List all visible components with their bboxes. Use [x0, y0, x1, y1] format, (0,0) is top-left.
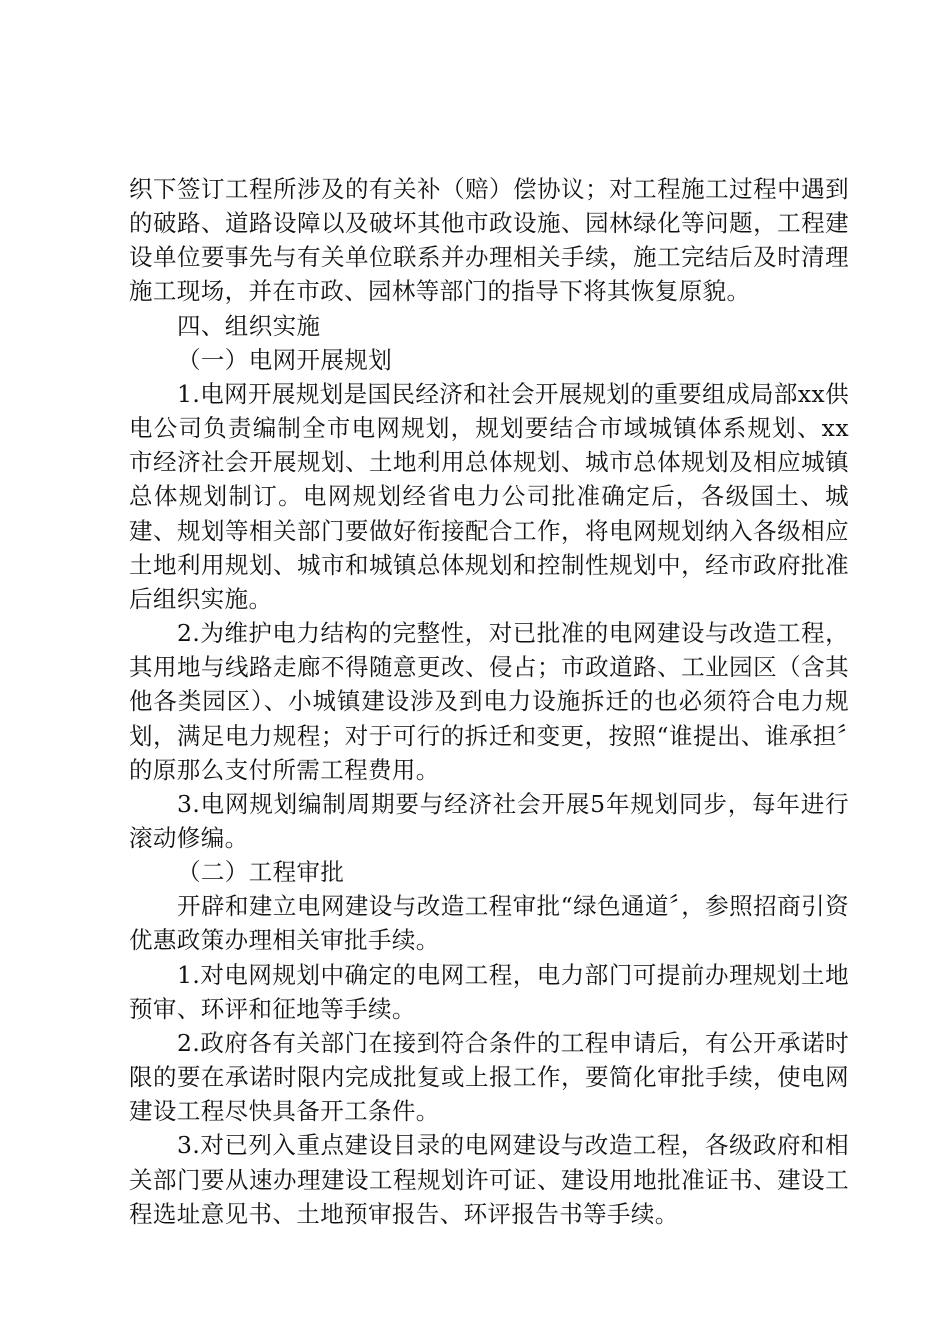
subsection-heading-approval: （二）工程审批 [177, 858, 345, 887]
section-heading-organization: 四、组织实施 [177, 311, 321, 340]
paragraph-green-channel: 开辟和建立电网建设与改造工程审批“绿色通道〞，参照招商引资优惠政策办理相关审批手续。 [129, 892, 849, 955]
paragraph-item-1-planning: 1.电网开展规划是国民经济和社会开展规划的重要组成局部xx供电公司负责编制全市电网规划，规划要结合市域城镇体系规划、xx市经济社会开展规划、土地利用总体规划、城市总体规划及相应城镇总体规划制订。电网规划经省电力公司批准确定后，各级国土、城建、规划等相关部门要做好衔接配合工作，将电网规划纳入各级相应土地利用规划、城市和城镇总体规划和控制性规划中，经市政府批准后组织实施。 [129, 379, 849, 613]
paragraph-approval-item-3: 3.对已列入重点建设目录的电网建设与改造工程，各级政府和相关部门要从速办理建设工程规划许可证、建设用地批准证书、建设工程选址意见书、土地预审报告、环评报告书等手续。 [129, 1131, 849, 1228]
paragraph-item-3-cycle: 3.电网规划编制周期要与经济社会开展5年规划同步，每年进行滚动修编。 [129, 789, 849, 852]
paragraph-approval-item-1: 1.对电网规划中确定的电网工程，电力部门可提前办理规划土地预审、环评和征地等手续。 [129, 960, 849, 1023]
subsection-heading-grid-planning: （一）电网开展规划 [177, 345, 393, 374]
paragraph-item-2-structure: 2.为维护电力结构的完整性，对已批准的电网建设与改造工程，其用地与线路走廊不得随意更改、侵占；市政道路、工业园区（含其他各类园区）、小城镇建设涉及到电力设施拆迁的也必须符合电力规划，满足电力规程；对于可行的拆迁和变更，按照“谁提出、谁承担〞的原那么支付所需工程费用。 [129, 619, 849, 784]
document-body [129, 172, 849, 1231]
paragraph-approval-item-2: 2.政府各有关部门在接到符合条件的工程申请后，有公开承诺时限的要在承诺时限内完成批复或上报工作，要简化审批手续，使电网建设工程尽快具备开工条件。 [129, 1028, 849, 1126]
paragraph-continued: 织下签订工程所涉及的有关补（赔）偿协议；对工程施工过程中遇到的破路、道路设障以及破坏其他市政设施、园林绿化等问题，工程建设单位要事先与有关单位联系并办理相关手续，施工完结后及时清理施工现场，并在市政、园林等部门的指导下将其恢复原貌。 [129, 175, 849, 306]
